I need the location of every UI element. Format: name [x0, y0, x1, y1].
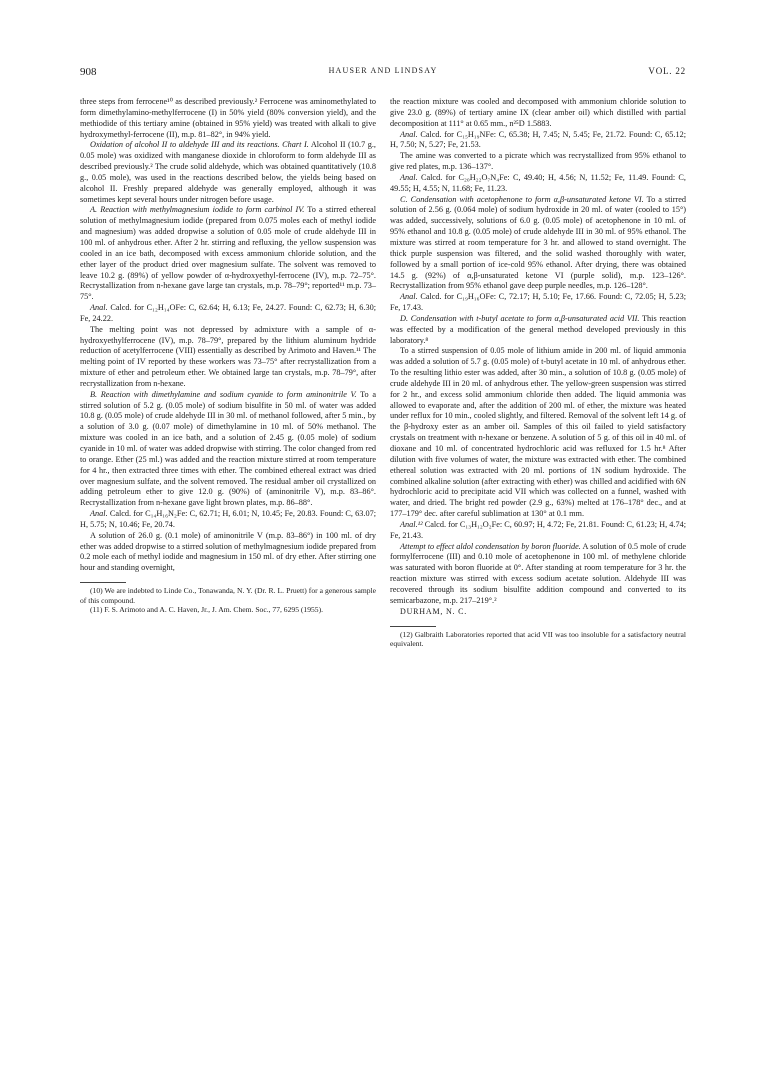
paragraph: A. Reaction with methylmagnesium iodide to form carbinol IV. To a stirred ethereal solution of methylmagnesium iodide (prepared from 0.075 moles each of methyl iodide and magnesium) was added dropwise a solution of 0.05 mole of crude aldehyde III in 100 ml. of anhydrous ether. After 2 hr. stirring and refluxing, the yellow suspension was cooled in an ice bath, decomposed with excess ammonium chloride solution, and the ether layer of the product dried over magnesium sulfate. The solvent was removed to leave 10.2 g. (89%) of yellow powder of α-hydroxyethyl-ferrocene (IV), m.p. 72–75°. Recrystallization from n-hexane gave large tan crystals, m.p. 78–79°; reported¹¹ m.p. 73–75°. [80, 205, 377, 302]
analysis-paragraph: Anal. Calcd. for C₂₀H₂₂O₇N₄Fe: C, 49.40; H, 4.56; N, 11.52; Fe, 11.49. Found: C, 49.55; H, 4.55; N, 11.68; Fe, 11.23. [390, 172, 686, 193]
paragraph: D. Condensation with t-butyl acetate to form α,β-unsaturated acid VII. This reaction was effected by a modification of the general method developed previously in this laboratory.⁸ [390, 313, 686, 345]
paragraph: The amine was converted to a picrate which was recrystallized from 95% ethanol to give red plates, m.p. 136–137°. [390, 151, 686, 172]
section-heading: B. Reaction with dimethylamine and sodium cyanide to form aminonitrile V. [90, 389, 357, 399]
analysis-paragraph: Anal. Calcd. for C₁₄H₁₆N₂Fe: C, 62.71; H, 6.01; N, 10.45; Fe, 20.83. Found: C, 63.07; H, 5.75; N, 10.46; Fe, 20.74. [80, 509, 376, 529]
footnote-10: (10) We are indebted to Linde Co., Tonawanda, N. Y. (Dr. R. L. Pruett) for a generous sample of this compound. [80, 586, 376, 605]
anal-label: Anal. [90, 303, 108, 313]
paragraph: B. Reaction with dimethylamine and sodium cyanide to form aminonitrile V. To a stirred solution of 5.2 g. (0.05 mole) of sodium bisulfite in 50 ml. of water was added 10.8 g. (0.05 mole) of crude aldehyde III in 30 ml. of methanol followed, after 5 min., by a solution of 3.0 g. (0.07 mole) of dimethylamine in 10 ml. of 50% methanol. The mixture was cooled in an ice bath, and a solution of 2.45 g. (0.05 mole) of sodium cyanide in 10 ml. of water was added dropwise with stirring. The color changed from red to orange. Ether (25 ml.) was added and the reaction mixture stirred at room temperature for 4 hr., then extracted three times with ether. The combined ethereal extract was dried over magnesium sulfate, and the solvent removed. The residual amber oil crystallized on adding petroleum ether to give 12.0 g. (90%) of (aminonitrile V), m.p. 83–86°. Recrystallization from n-hexane gave light brown plates, m.p. 86–88°. [80, 389, 376, 508]
anal-label: Anal.¹² [400, 519, 423, 529]
section-heading: C. Condensation with acetophenone to form α,β-unsaturated ketone VI. [400, 194, 644, 204]
left-column [80, 97, 376, 615]
section-heading: A. Reaction with methylmagnesium iodide to form carbinol IV. [90, 205, 305, 215]
paragraph: Oxidation of alcohol II to aldehyde III and its reactions. Chart I. Alcohol II (10.7 g., 0.05 mole) was oxidized with manganese dioxide in chloroform to form aldehyde III as described previously.² The crude solid aldehyde, which was obtained quantitatively (10.8 g., 0.05 mole), was used in the reactions described below, the yields being based on alcohol II. Freshly prepared aldehyde was generally employed, although it was sometimes kept several hours under nitrogen before usage. [80, 140, 376, 204]
footnote-rule [80, 582, 126, 583]
footnote-11: (11) F. S. Arimoto and A. C. Haven, Jr., J. Am. Chem. Soc., 77, 6295 (1955). [90, 605, 324, 615]
anal-label: Anal. [400, 292, 418, 302]
analysis-paragraph: Anal. Calcd. for C₁₂H₁₄OFe: C, 62.64; H, 6.13; Fe, 24.27. Found: C, 62.73; H, 6.30; Fe, 24.22. [80, 303, 376, 323]
paragraph: C. Condensation with acetophenone to form α,β-unsaturated ketone VI. To a stirred solution of 2.56 g. (0.064 mole) of sodium hydroxide in 20 ml. of water (cooled to 15°) was added, successively, solutions of 6.0 g. (0.05 mole) of acetophenone in 10 ml. of 95% ethanol and 10.8 g. (0.05 mole) of crude aldehyde III in 30 ml. of 95% ethanol. The mixture was stirred at room temperature for 3 hr. and allowed to stand overnight. The thick purple suspension was filtered, and the solid washed thoroughly with water, followed by a small portion of ice-cold 95% ethanol. After drying, there was obtained 14.5 g. (92%) of α,β-unsaturated ketone VI (purple solid), m.p. 123–126°. Recrystallization from 95% ethanol gave deep purple needles, m.p. 126–128°. [390, 194, 686, 291]
location-signature: DURHAM, N. C. [400, 606, 468, 616]
anal-label: Anal. [400, 172, 418, 182]
footnote-rule [390, 626, 436, 627]
volume-label: VOL. 22 [648, 66, 686, 76]
paragraph: A solution of 26.0 g. (0.1 mole) of aminonitrile V (m.p. 83–86°) in 100 ml. of dry ether was added dropwise to a stirred solution of methylmagnesium iodide prepared from 0.2 mole each of methyl iodide and magnesium in 150 ml. of dry ether. After stirring one hour and standing overnight, [80, 530, 376, 573]
paragraph: The melting point was not depressed by admixture with a sample of α-hydroxyethylferrocene (IV), m.p. 78–79°, prepared by the lithium aluminum hydride reduction of acetylferrocene (VIII) essentially as described by Arimoto and Haven.¹¹ The melting point of IV reported by these workers was 73–75° after recrystallization from a mixture of ether and petroleum ether. We obtained large tan crystals, m.p. 78–79°, after recrystallization from n-hexane. [80, 324, 376, 388]
paragraph: three steps from ferrocene¹⁰ as described previously.² Ferrocene was aminomethylated to form dimethylamino-methylferrocene (I) in 50% yield (80% conversion yield), and the methiodide of this tertiary amine (obtained in 95% yield) was treated with alkali to give hydroxymethyl-ferrocene (II), m.p. 81–82°, in 94% yield. [80, 97, 376, 139]
section-heading: Attempt to effect aldol condensation by boron fluoride. [400, 541, 581, 551]
running-head: HAUSER AND LINDSAY [328, 66, 438, 75]
paragraph: the reaction mixture was cooled and decomposed with ammonium chloride solution to give 23.0 g. (89%) of tertiary amine IX (clear amber oil) which distilled with partial decomposition at 111° at 0.65 mm., n²⁵D 1.5883. [390, 97, 686, 128]
anal-label: Anal. [90, 509, 108, 519]
page-number: 908 [80, 66, 97, 78]
footnote-12: (12) Galbraith Laboratories reported that acid VII was too insoluble for a satisfactory neutral equivalent. [390, 629, 686, 649]
section-heading: Oxidation of alcohol II to aldehyde III and its reactions. Chart I. [90, 140, 309, 150]
paragraph: Attempt to effect aldol condensation by boron fluoride. A solution of 0.5 mole of crude formylferrocene (III) and 0.10 mole of acetophenone in 100 ml. of methylene chloride was saturated with boron fluoride at 0°. After standing at room temperature for 3 hr. the reaction mixture was stirred with excess sodium acetate solution. Aldehyde III was recovered through its sodium bisulfite addition compound and converted to its semicarbazone, m.p. 217–219°.² [390, 541, 686, 605]
right-column [390, 97, 686, 649]
section-heading: D. Condensation with t-butyl acetate to form α,β-unsaturated acid VII. [400, 313, 640, 323]
paragraph: To a stirred suspension of 0.05 mole of lithium amide in 200 ml. of liquid ammonia was added a solution of 5.7 g. (0.05 mole) of t-butyl acetate in 10 ml. of anhydrous ether. To the resulting lithio ester was added, after 30 min., a solution of 10.8 g. (0.05 mole) of crude aldehyde III in 20 ml. of anhydrous ether. The yellow-green suspension was stirred for 2 hr., and excess solid ammonium chloride then added. The liquid ammonia was allowed to evaporate and, after the addition of 200 ml. of ether, the mixture was heated under reflux for 10 min., cooled slightly, and filtered. Removal of the solvent left 14 g. of the β-hydroxy ester as an amber oil. Samples of this oil failed to yield satisfactory crystals on treatment with n-hexane or benzene. A solution of 5 g. of this oil in 40 ml. of dioxane and 10 ml. of concentrated hydrochloric acid was refluxed for 1.5 hr.⁸ After dilution with five volumes of water, the mixture was extracted with ether. The combined ethereal solution was extracted with 20 ml. portions of 1N sodium hydroxide. The combined alkaline solution (after extracting with ether) was chilled and acidified with 6N hydrochloric acid to precipitate acid VII which was collected on a funnel, washed with water, and dried. The bright red powder (2.9 g., 63%) melted at 176–178° dec., and at 177–179° dec. after careful sublimation at 130° at 0.1 mm. [390, 346, 686, 519]
analysis-paragraph: Anal. Calcd. for C₁₅H₁₉NFe: C, 65.38; H, 7.45; N, 5.45; Fe, 21.72. Found: C, 65.12; H, 7.50; N, 5.27; Fe, 21.53. [390, 129, 686, 150]
anal-label: Anal. [400, 129, 418, 139]
analysis-paragraph: Anal.¹² Calcd. for C₁₃H₁₂O₂Fe: C, 60.97; H, 4.72; Fe, 21.81. Found: C, 61.23; H, 4.74; Fe, 21.43. [390, 519, 686, 540]
analysis-paragraph: Anal. Calcd. for C₁₉H₁₆OFe: C, 72.17; H, 5.10; Fe, 17.66. Found: C, 72.05; H, 5.23; Fe, 17.43. [390, 292, 686, 313]
page-header [80, 66, 686, 80]
